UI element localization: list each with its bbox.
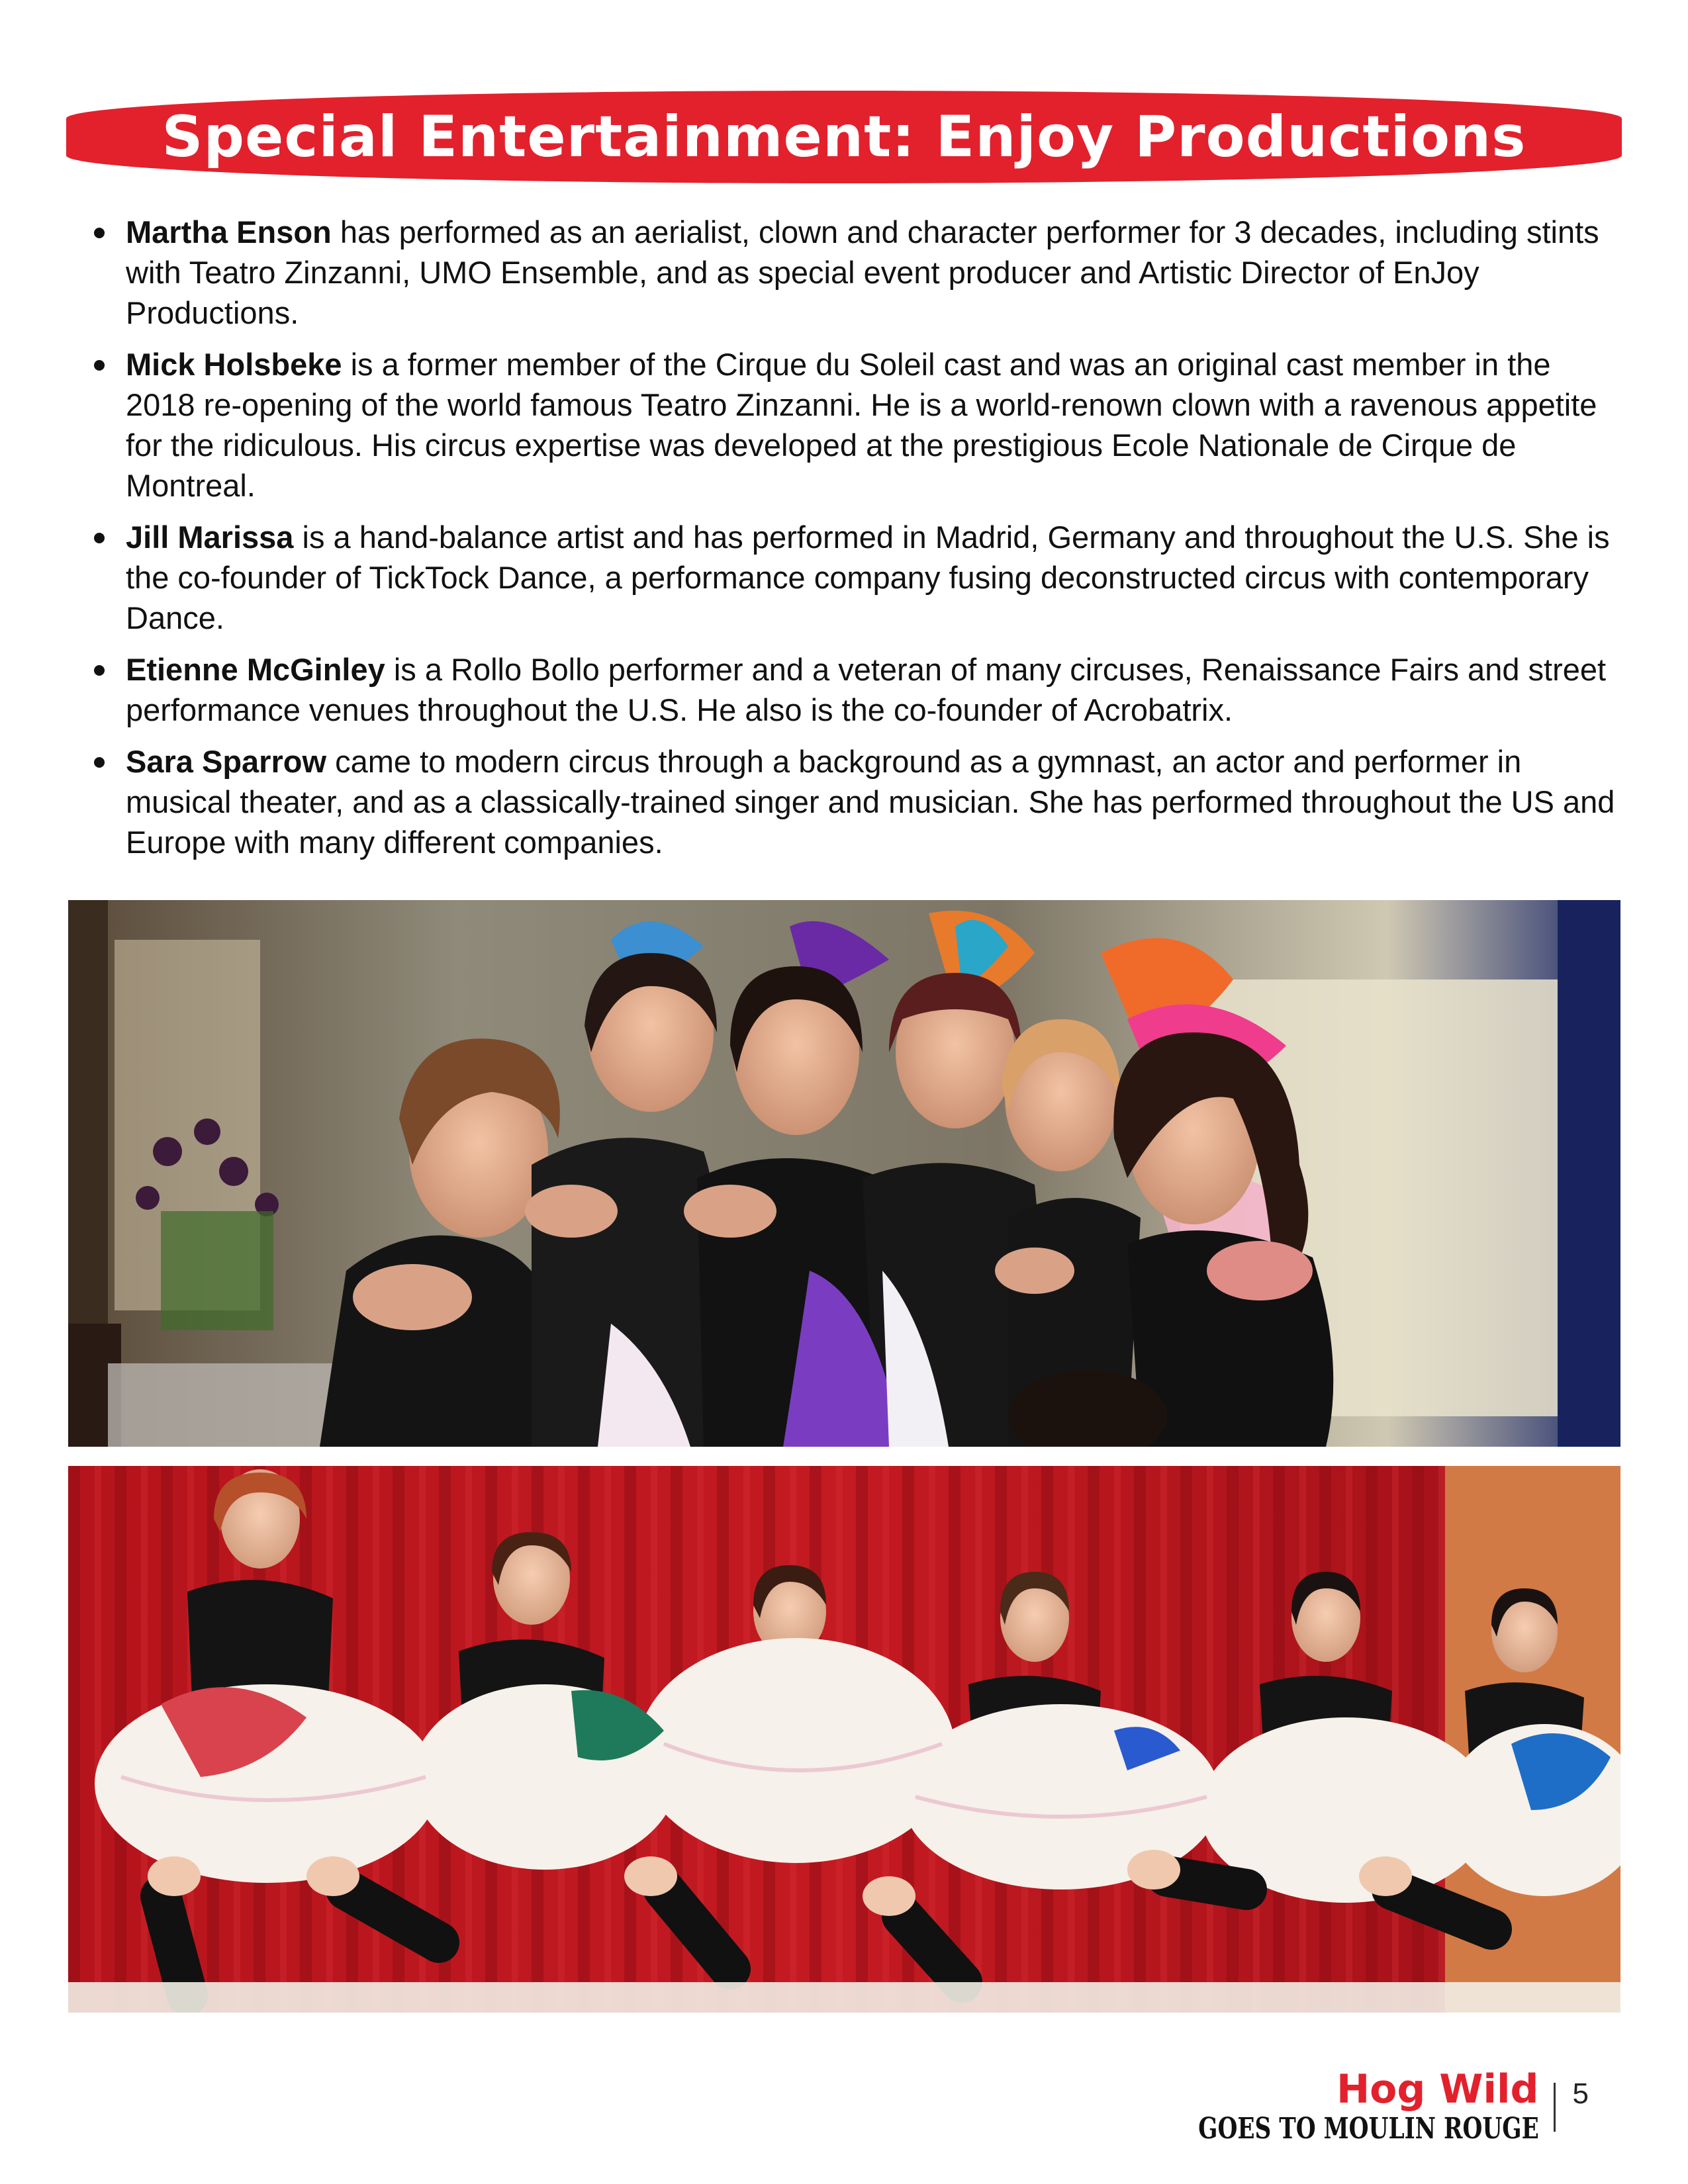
bullet-icon xyxy=(94,665,105,676)
performer-bio-list xyxy=(86,212,1628,874)
performer-name: Martha Enson xyxy=(126,214,332,250)
bullet-icon xyxy=(94,228,105,238)
brand-line-1: Hog Wild xyxy=(1336,2066,1539,2113)
performer-name: Sara Sparrow xyxy=(126,744,327,779)
stage-photo-illustration xyxy=(68,1466,1620,2013)
performer-name: Etienne McGinley xyxy=(126,652,385,687)
stage-cancan-photo xyxy=(68,1466,1620,2013)
backstage-group-photo xyxy=(68,900,1620,1447)
performer-bio: has performed as an aerialist, clown and character performer for 3 decades, including stints with Teatro Zinzanni, UMO Ensemble, and as special event producer and Artistic Director of EnJoy Productions. xyxy=(126,214,1599,330)
brand-line-2: GOES TO MOULIN ROUGE xyxy=(1197,2112,1539,2146)
event-logo xyxy=(1102,2068,1539,2147)
list-item xyxy=(86,649,1628,730)
list-item xyxy=(86,344,1628,506)
backstage-photo-illustration xyxy=(68,900,1620,1447)
title-banner xyxy=(66,91,1622,183)
footer-divider xyxy=(1554,2083,1556,2132)
page-title: Special Entertainment: Enjoy Productions xyxy=(162,104,1526,170)
footer xyxy=(1102,2068,1589,2147)
performer-bio: is a former member of the Cirque du Soleil cast and was an original cast member in the 2018 re-opening of the world famous Teatro Zinzanni. He is a world-renown clown with a ravenous appetite for the ridiculous. His circus expertise was developed at the prestigious Ecole Nationale de Cirque de Montreal. xyxy=(126,347,1597,503)
performer-bio: came to modern circus through a background as a gymnast, an actor and performer in musical theater, and as a classically-trained singer and musician. She has performed throughout the US and Europe with many different companies. xyxy=(126,744,1615,860)
performer-name: Jill Marissa xyxy=(126,520,294,555)
list-item xyxy=(86,741,1628,862)
list-item xyxy=(86,212,1628,333)
performer-name: Mick Holsbeke xyxy=(126,347,342,382)
bullet-icon xyxy=(94,533,105,543)
bullet-icon xyxy=(94,757,105,768)
performer-bio: is a Rollo Bollo performer and a veteran of many circuses, Renaissance Fairs and street performance venues throughout the U.S. He also is the co-founder of Acrobatrix. xyxy=(126,652,1607,727)
page-number: 5 xyxy=(1572,2077,1589,2110)
bullet-icon xyxy=(94,360,105,371)
performer-bio: is a hand-balance artist and has performed in Madrid, Germany and throughout the U.S. She is the co-founder of TickTock Dance, a performance company fusing deconstructed circus with contemporary Dance. xyxy=(126,520,1610,635)
list-item xyxy=(86,517,1628,638)
